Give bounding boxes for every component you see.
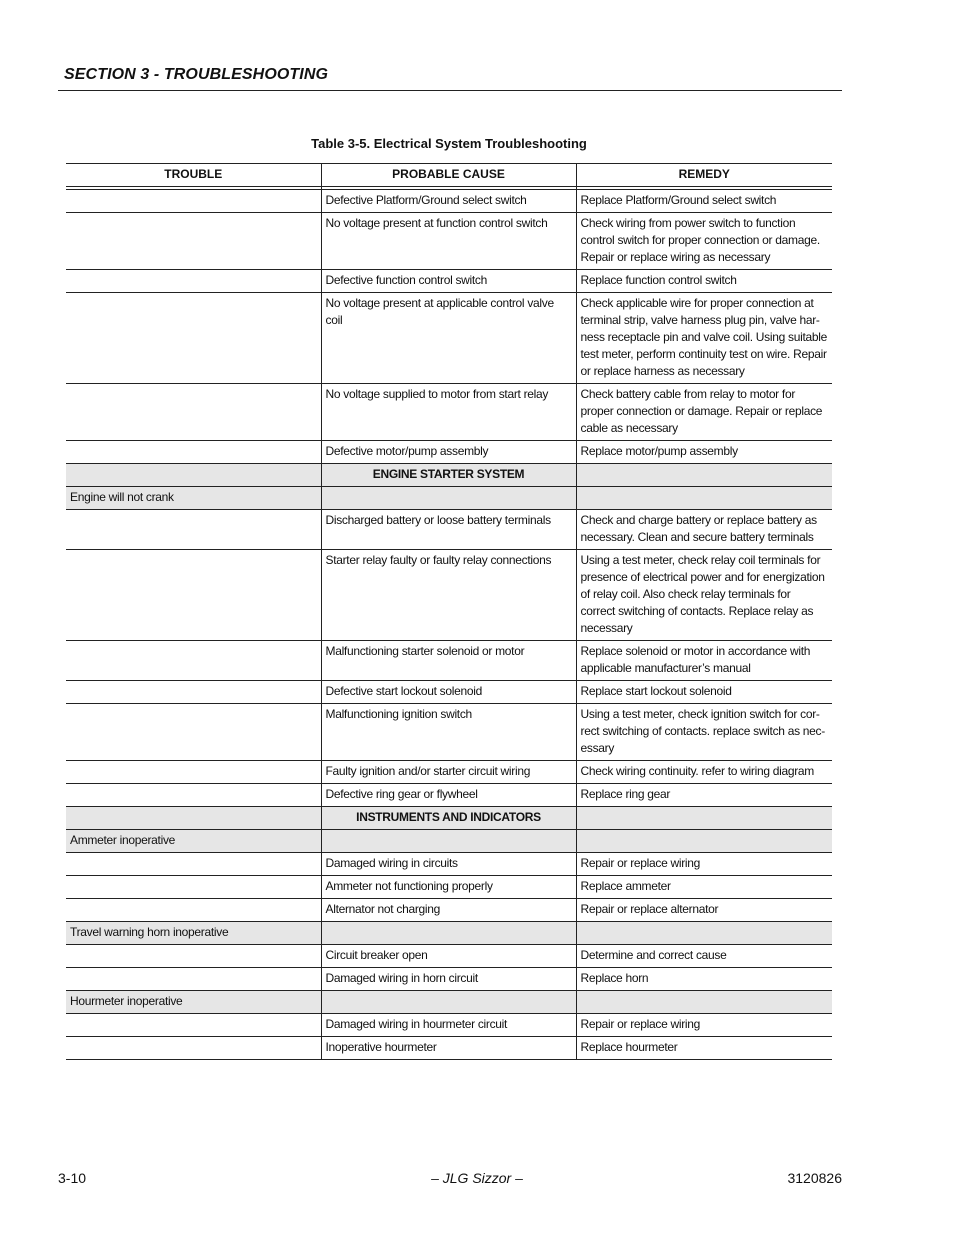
document-number: 3120826 — [787, 1170, 842, 1186]
table-row — [66, 293, 832, 384]
cause-cell — [321, 830, 576, 853]
table-row — [66, 641, 832, 681]
trouble-cell — [66, 899, 321, 922]
remedy-cell: Check applicable wire for proper connection at terminal strip, valve harness plug pin, valve har-ness receptacle pin and valve coil. Using suitable test meter, perform continuity test on wire. Repair or replace harness as necessary — [576, 293, 832, 384]
remedy-cell — [576, 464, 832, 487]
trouble-cell: Hourmeter inoperative — [66, 991, 321, 1014]
cause-cell: Damaged wiring in horn circuit — [321, 968, 576, 991]
trouble-cell — [66, 510, 321, 550]
remedy-cell: Replace start lockout solenoid — [576, 681, 832, 704]
trouble-cell — [66, 1037, 321, 1060]
cause-cell: Malfunctioning ignition switch — [321, 704, 576, 761]
remedy-cell: Replace horn — [576, 968, 832, 991]
cause-cell: Faulty ignition and/or starter circuit wiring — [321, 761, 576, 784]
cause-cell: Inoperative hourmeter — [321, 1037, 576, 1060]
trouble-cell — [66, 784, 321, 807]
section-heading-row — [66, 464, 832, 487]
trouble-cell — [66, 550, 321, 641]
table-row — [66, 1014, 832, 1037]
remedy-cell: Using a test meter, check ignition switch for cor-rect switching of contacts. replace switch as nec-essary — [576, 704, 832, 761]
cause-cell: Ammeter not functioning properly — [321, 876, 576, 899]
remedy-cell: Determine and correct cause — [576, 945, 832, 968]
trouble-cell — [66, 681, 321, 704]
remedy-cell: Replace hourmeter — [576, 1037, 832, 1060]
remedy-cell: Repair or replace wiring — [576, 853, 832, 876]
table-row — [66, 213, 832, 270]
table-row — [66, 761, 832, 784]
column-header-trouble: TROUBLE — [66, 164, 321, 187]
trouble-row — [66, 991, 832, 1014]
trouble-row — [66, 487, 832, 510]
table-row — [66, 945, 832, 968]
remedy-cell: Repair or replace wiring — [576, 1014, 832, 1037]
table-row — [66, 190, 832, 213]
trouble-cell — [66, 464, 321, 487]
section-heading-row — [66, 807, 832, 830]
trouble-cell — [66, 641, 321, 681]
cause-cell — [321, 487, 576, 510]
trouble-cell — [66, 968, 321, 991]
cause-cell: No voltage supplied to motor from start relay — [321, 384, 576, 441]
trouble-cell — [66, 190, 321, 213]
section-heading: ENGINE STARTER SYSTEM — [321, 464, 576, 487]
cause-cell — [321, 991, 576, 1014]
trouble-cell — [66, 1014, 321, 1037]
trouble-cell — [66, 945, 321, 968]
cause-cell: Defective motor/pump assembly — [321, 441, 576, 464]
trouble-cell — [66, 807, 321, 830]
trouble-cell — [66, 293, 321, 384]
remedy-cell: Replace solenoid or motor in accordance with applicable manufacturer’s manual — [576, 641, 832, 681]
remedy-cell — [576, 830, 832, 853]
cause-cell: No voltage present at applicable control valve coil — [321, 293, 576, 384]
table-row — [66, 384, 832, 441]
remedy-cell: Check and charge battery or replace battery as necessary. Clean and secure battery terminals — [576, 510, 832, 550]
cause-cell — [321, 922, 576, 945]
cause-cell: Starter relay faulty or faulty relay connections — [321, 550, 576, 641]
cause-cell: Defective function control switch — [321, 270, 576, 293]
table-row — [66, 784, 832, 807]
table-row — [66, 441, 832, 464]
trouble-row — [66, 922, 832, 945]
section-title: SECTION 3 - TROUBLESHOOTING — [64, 66, 329, 83]
table-row — [66, 704, 832, 761]
cause-cell: Defective ring gear or flywheel — [321, 784, 576, 807]
cause-cell: Malfunctioning starter solenoid or motor — [321, 641, 576, 681]
table-body — [66, 187, 832, 1060]
page-number: 3-10 — [58, 1170, 87, 1186]
remedy-cell: Check wiring from power switch to function control switch for proper connection or damage. Repair or replace wiring as necessary — [576, 213, 832, 270]
column-header-remedy: REMEDY — [576, 164, 832, 187]
table-row — [66, 876, 832, 899]
remedy-cell: Replace Platform/Ground select switch — [576, 190, 832, 213]
section-heading: INSTRUMENTS AND INDICATORS — [321, 807, 576, 830]
table-row — [66, 853, 832, 876]
cause-cell: No voltage present at function control switch — [321, 213, 576, 270]
table-row — [66, 899, 832, 922]
trouble-cell: Travel warning horn inoperative — [66, 922, 321, 945]
cause-cell: Discharged battery or loose battery terminals — [321, 510, 576, 550]
remedy-cell — [576, 807, 832, 830]
cause-cell: Defective start lockout solenoid — [321, 681, 576, 704]
remedy-cell: Replace ring gear — [576, 784, 832, 807]
remedy-cell — [576, 487, 832, 510]
table-caption: Table 3-5. Electrical System Troubleshooting — [311, 136, 587, 151]
trouble-cell: Ammeter inoperative — [66, 830, 321, 853]
footer-publication-title: – JLG Sizzor – — [431, 1170, 523, 1186]
table-row — [66, 968, 832, 991]
table-row — [66, 270, 832, 293]
cause-cell: Circuit breaker open — [321, 945, 576, 968]
remedy-cell: Check wiring continuity. refer to wiring diagram — [576, 761, 832, 784]
trouble-cell — [66, 704, 321, 761]
trouble-cell — [66, 213, 321, 270]
remedy-cell: Using a test meter, check relay coil terminals for presence of electrical power and for energization of relay coil. Also check relay terminals for correct switching of contacts. Replace relay as necessary — [576, 550, 832, 641]
trouble-cell — [66, 441, 321, 464]
table-row — [66, 550, 832, 641]
remedy-cell: Replace function control switch — [576, 270, 832, 293]
remedy-cell — [576, 991, 832, 1014]
cause-cell: Alternator not charging — [321, 899, 576, 922]
table-row — [66, 681, 832, 704]
section-header — [58, 64, 842, 91]
remedy-cell: Replace ammeter — [576, 876, 832, 899]
table-header-row — [66, 164, 832, 187]
trouble-cell: Engine will not crank — [66, 487, 321, 510]
remedy-cell — [576, 922, 832, 945]
cause-cell: Damaged wiring in circuits — [321, 853, 576, 876]
remedy-cell: Check battery cable from relay to motor for proper connection or damage. Repair or replace cable as necessary — [576, 384, 832, 441]
trouble-cell — [66, 270, 321, 293]
column-header-probable-cause: PROBABLE CAUSE — [321, 164, 576, 187]
cause-cell: Defective Platform/Ground select switch — [321, 190, 576, 213]
trouble-cell — [66, 853, 321, 876]
table-row — [66, 1037, 832, 1060]
cause-cell: Damaged wiring in hourmeter circuit — [321, 1014, 576, 1037]
remedy-cell: Replace motor/pump assembly — [576, 441, 832, 464]
trouble-cell — [66, 761, 321, 784]
trouble-cell — [66, 384, 321, 441]
table-row — [66, 510, 832, 550]
remedy-cell: Repair or replace alternator — [576, 899, 832, 922]
trouble-cell — [66, 876, 321, 899]
troubleshooting-table — [66, 163, 832, 1060]
trouble-row — [66, 830, 832, 853]
